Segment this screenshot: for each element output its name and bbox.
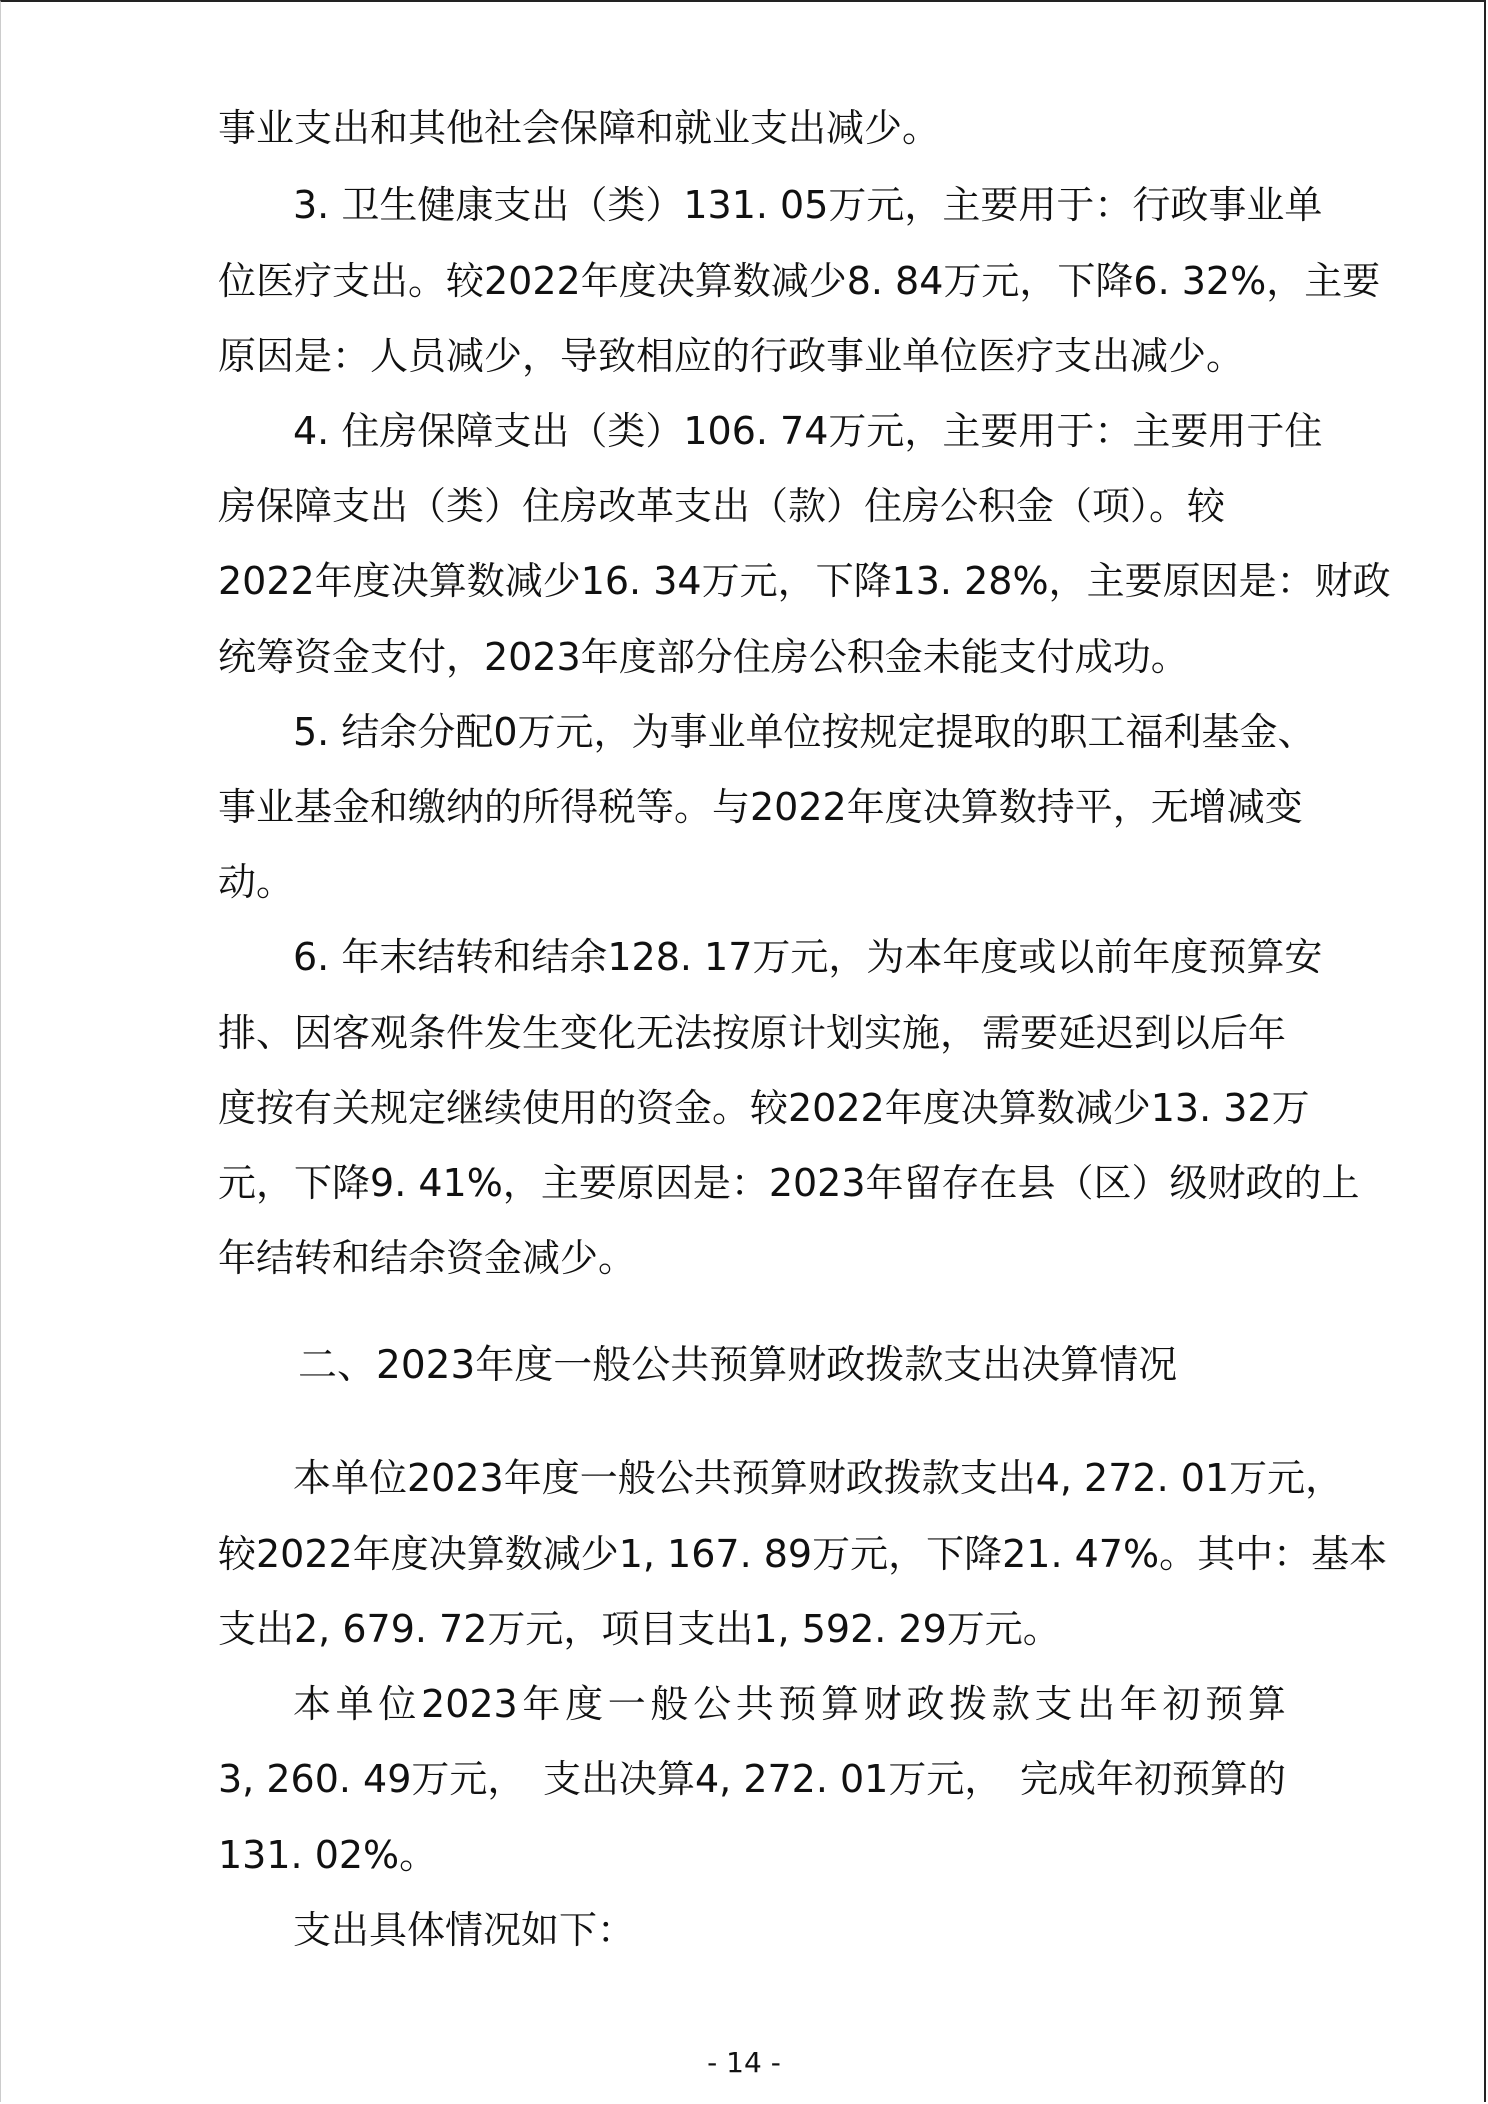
text-segment: 下降9. 41%， (294, 1161, 541, 1205)
text-segment: 需要延迟到以后年 (981, 1011, 1286, 1055)
text-segment: 下降13. 28%， (815, 559, 1087, 603)
text-line (293, 932, 1323, 982)
text-line: 事业支出和其他社会保障和就业支出减少。 (218, 106, 941, 150)
text-segment: 排、因客观条件发生变化无法按原计划实施， (218, 1011, 979, 1055)
text-segment: 5. 结余分配0万元， (293, 710, 632, 754)
text-line (218, 1083, 1310, 1133)
text-segment: 房保障支出（类）住房改革支出（款）住房公积金（项）。较 (218, 484, 1226, 528)
text-segment: 预 (1205, 1682, 1244, 1726)
text-segment: 支出决算4, 272. 01万元， (542, 1757, 1003, 1801)
text-segment: 6. 年末结转和结余128. 17万元， (293, 935, 867, 979)
text-segment: 为本年度或以前年度预算安 (866, 935, 1323, 979)
text-segment: 共 (735, 1682, 774, 1726)
text-line: 年结转和结余资金减少。 (218, 1236, 637, 1280)
text-line (293, 1679, 1286, 1729)
text-line (218, 256, 1381, 306)
section-heading: 二、2023年度一般公共预算财政拨款支出决算情况 (298, 1343, 1178, 1388)
text-segment: 3. 卫生健康支出（类）131. 05万元， (293, 183, 943, 227)
text-segment: 算 (821, 1682, 860, 1726)
text-segment: 主要用于：行政事业单 (942, 183, 1323, 227)
text-segment: 一 (607, 1682, 646, 1726)
text-segment: 年 (522, 1682, 561, 1726)
text-segment: 下降21. 47%。其中：基本 (926, 1532, 1388, 1576)
text-segment: 3, 260. 49万元， (218, 1757, 526, 1801)
text-segment: 元， (218, 1161, 295, 1205)
text-segment: 本 (293, 1682, 332, 1726)
text-segment: 度按有关规定继续使用的资金。较2022年度决算数减少13. 32万 (218, 1086, 1310, 1130)
text-segment: 初 (1162, 1682, 1201, 1726)
text-segment: 本单位2023年度一般公共预算财政拨款支出4, 272. 01万元， (293, 1456, 1344, 1500)
text-segment: 位 (378, 1682, 417, 1726)
text-line: 原因是：人员减少，导致相应的行政事业单位医疗支出减少。 (218, 334, 1245, 378)
text-segment: 为事业单位按规定提取的职工福利基金、 (631, 710, 1316, 754)
text-segment: 算 (1247, 1682, 1286, 1726)
text-segment: 事业基金和缴纳的所得税等。与2022年度决算数持平， (218, 785, 1151, 829)
text-line: 131. 02%。 (218, 1833, 438, 1877)
text-segment: 财 (863, 1682, 902, 1726)
text-segment: 4. 住房保障支出（类）106. 74万元， (293, 409, 943, 453)
text-line: 支出2, 679. 72万元，项目支出1, 592. 29万元。 (218, 1607, 1061, 1651)
text-segment: 2022年度决算数减少16. 34万元， (218, 559, 816, 603)
text-line (293, 707, 1316, 757)
text-line: 动。 (218, 860, 295, 904)
text-segment: 年 (1119, 1682, 1158, 1726)
text-segment: 无增减变 (1150, 785, 1303, 829)
text-segment: 出 (1077, 1682, 1116, 1726)
text-line (293, 406, 1323, 456)
text-segment: 主要原因是：财政 (1086, 559, 1391, 603)
text-line (218, 481, 1286, 531)
text-segment: 主要用于：主要用于住 (942, 409, 1323, 453)
text-line (218, 1158, 1360, 1208)
text-line: 统筹资金支付，2023年度部分住房公积金未能支付成功。 (218, 635, 1189, 679)
text-line (218, 1529, 1388, 1579)
text-segment: 下降6. 32%， (1057, 259, 1305, 303)
text-line (293, 1453, 1344, 1503)
text-segment: 度 (565, 1682, 604, 1726)
text-segment: 款 (991, 1682, 1030, 1726)
text-segment: 预 (778, 1682, 817, 1726)
text-segment: 完成年初预算的 (1019, 1757, 1286, 1801)
text-segment: 较2022年度决算数减少1, 167. 89万元， (218, 1532, 927, 1576)
text-line (218, 1754, 1286, 1804)
page-number: - 14 - (707, 2046, 781, 2079)
text-line (218, 1008, 1286, 1058)
text-segment: 般 (650, 1682, 689, 1726)
text-segment: 主要原因是：2023年留存在县（区）级财政的上 (540, 1161, 1360, 1205)
text-segment: 公 (693, 1682, 732, 1726)
text-line (218, 782, 1303, 832)
text-segment: 位医疗支出。较2022年度决算数减少8. 84万元， (218, 259, 1058, 303)
text-segment: 2023 (421, 1682, 518, 1726)
text-line (218, 556, 1391, 606)
text-segment: 政 (906, 1682, 945, 1726)
text-segment: 主要 (1304, 259, 1381, 303)
text-segment: 单 (335, 1682, 374, 1726)
text-segment: 支 (1034, 1682, 1073, 1726)
text-line (293, 180, 1323, 230)
text-line: 支出具体情况如下： (293, 1908, 636, 1952)
text-segment: 拨 (949, 1682, 988, 1726)
